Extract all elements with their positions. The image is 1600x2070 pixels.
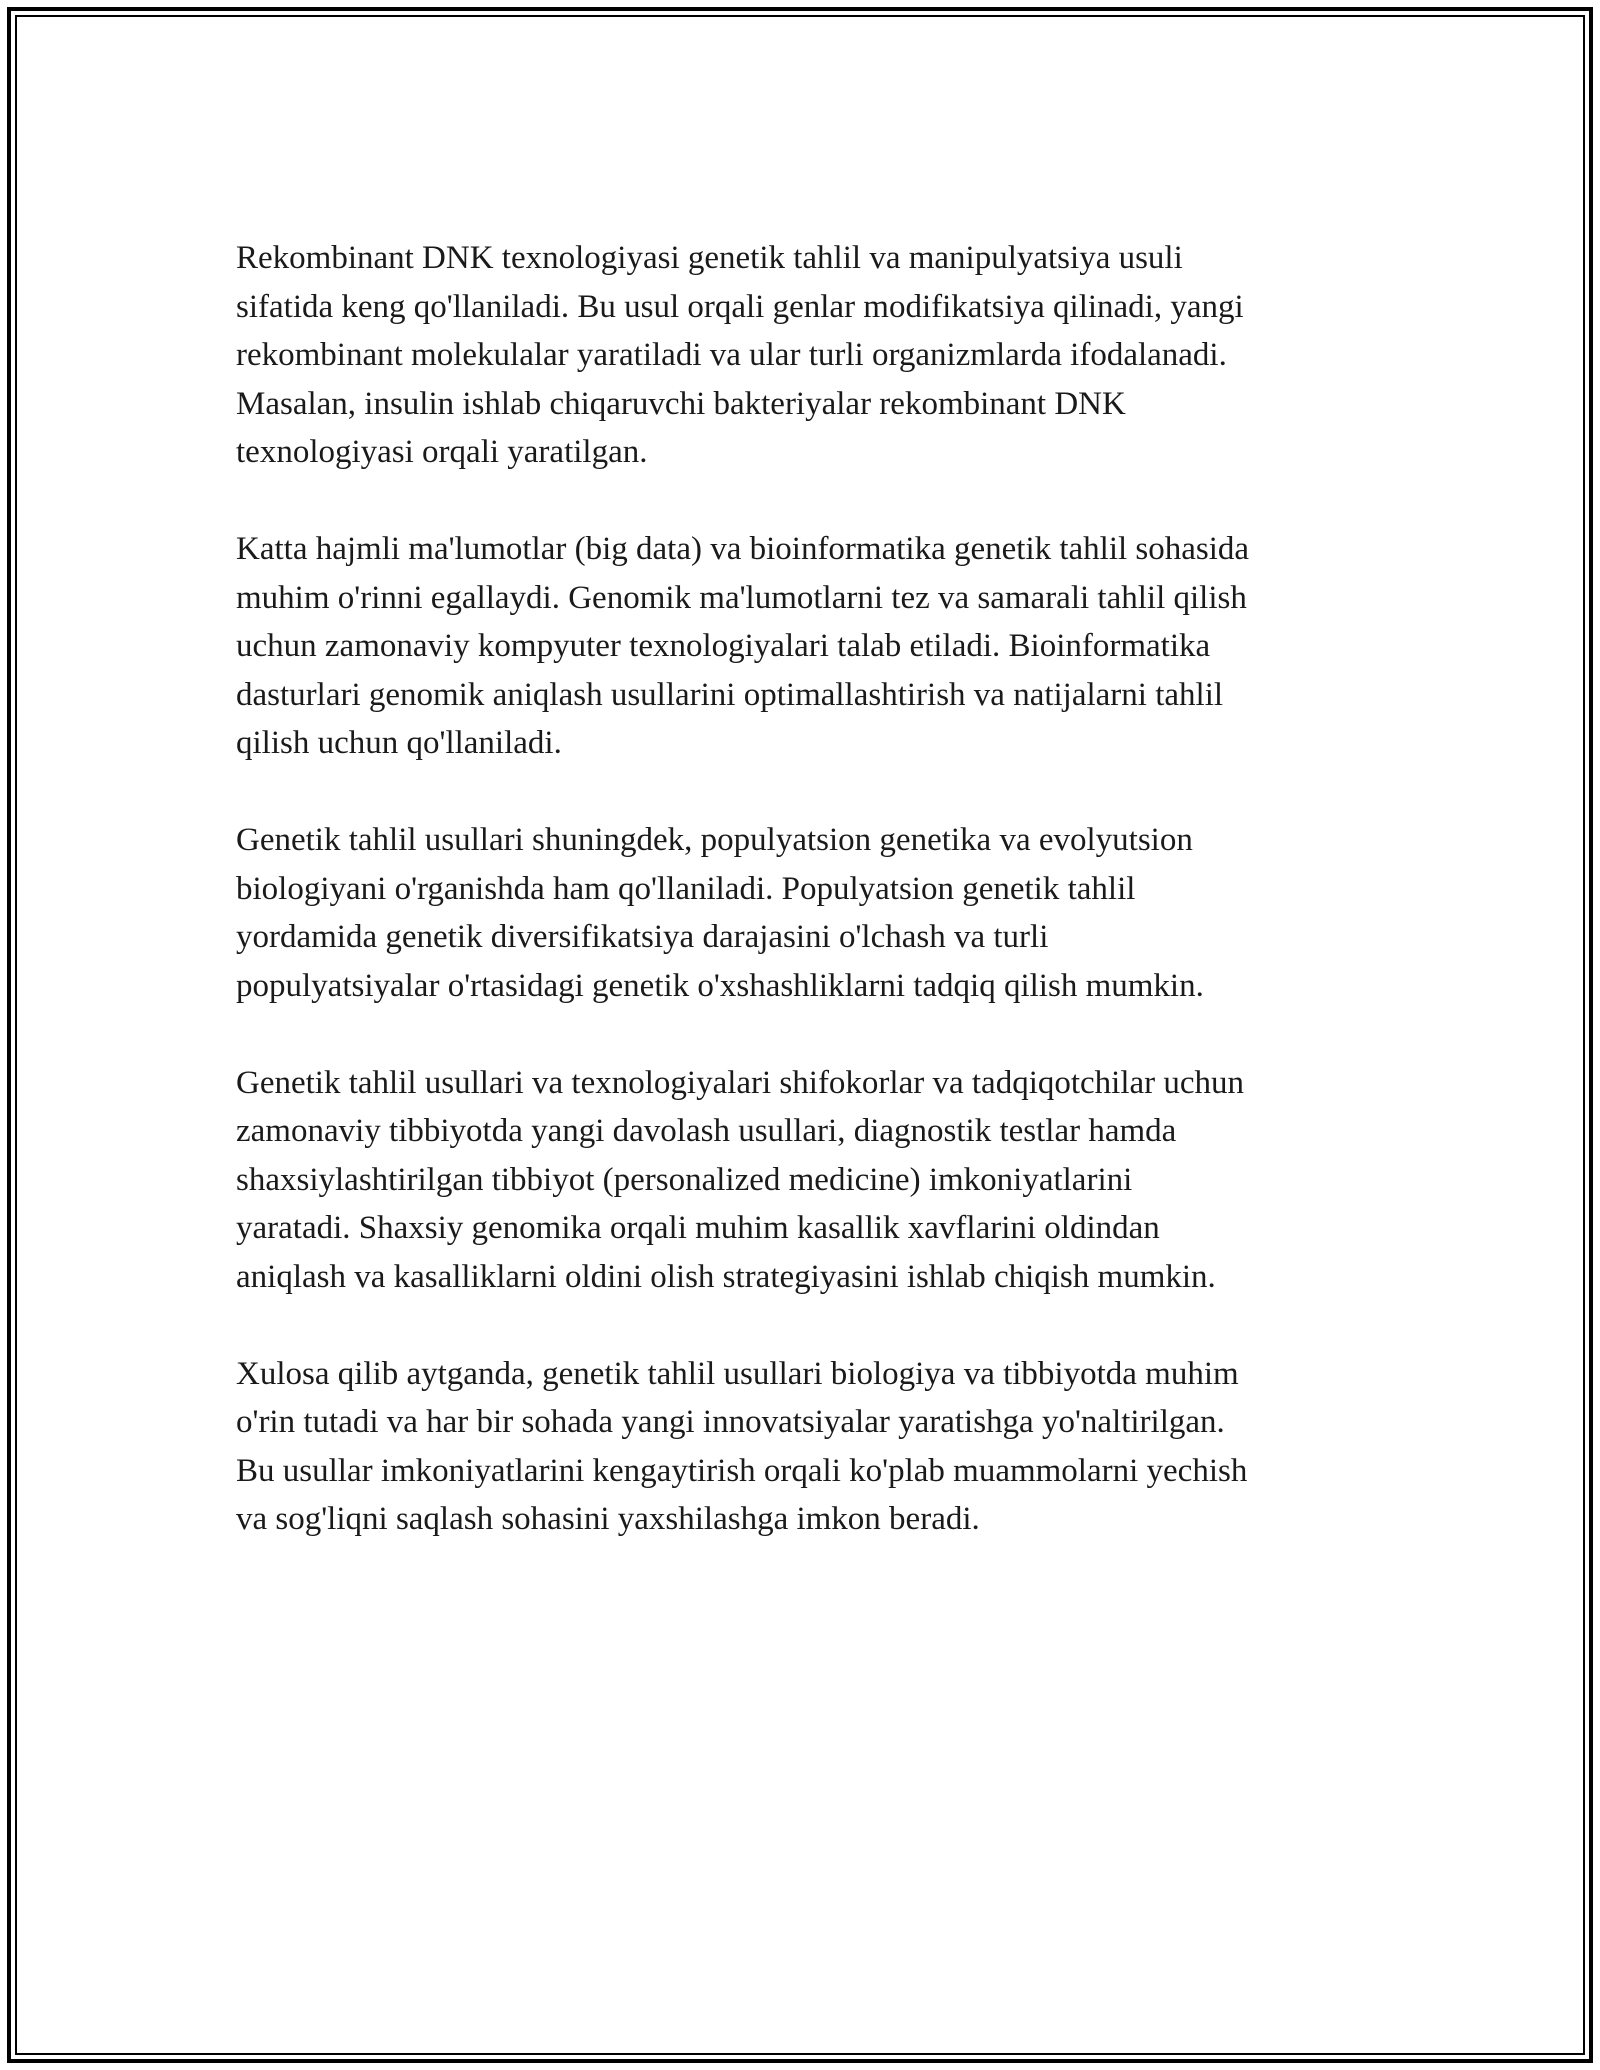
text-line: qilish uchun qo'llaniladi. — [236, 725, 562, 761]
text-line: shaxsiylashtirilgan tibbiyot (personalized medicine) imkoniyatlarini — [236, 1161, 1133, 1198]
text-line: Genetik tahlil usullari shuningdek, populyatsion genetika va evolyutsion — [236, 822, 1193, 858]
text-line: yordamida genetik diversifikatsiya darajasini o'lchash va turli — [236, 919, 1049, 955]
text-line: Bu usullar imkoniyatlarini kengaytirish orqali ko'plab muammolarni yechish — [236, 1452, 1248, 1489]
text-line: Genetik tahlil usullari va texnologiyalari shifokorlar va tadqiqotchilar uchun — [236, 1064, 1245, 1101]
text-line: yaratadi. Shaxsiy genomika orqali muhim kasallik xavflarini oldindan — [236, 1210, 1160, 1246]
text-line: dasturlari genomik aniqlash usullarini optimallashtirish va natijalarni tahlil — [236, 676, 1224, 713]
text-line: texnologiyasi orqali yaratilgan. — [236, 434, 648, 470]
paragraph-modern-medicine — [236, 1059, 1376, 1302]
paragraph-recombinant-dna — [236, 234, 1376, 477]
text-line: zamonaviy tibbiyotda yangi davolash usullari, diagnostik testlar hamda — [236, 1113, 1177, 1149]
text-line: o'rin tutadi va har bir sohada yangi innovatsiyalar yaratishga yo'naltirilgan. — [236, 1404, 1225, 1440]
text-line: Katta hajmli ma'lumotlar (big data) va bioinformatika genetik tahlil sohasida — [236, 531, 1250, 567]
text-line: rekombinant molekulalar yaratiladi va ular turli organizmlarda ifodalanadi. — [236, 337, 1227, 373]
text-line: Rekombinant DNK texnologiyasi genetik tahlil va manipulyatsiya usuli — [236, 240, 1183, 276]
text-line: populyatsiyalar o'rtasidagi genetik o'xshashliklarni tadqiq qilish mumkin. — [236, 967, 1204, 1004]
text-line: va sog'liqni saqlash sohasini yaxshilashga imkon beradi. — [236, 1501, 980, 1537]
paragraph-conclusion — [236, 1350, 1376, 1544]
paragraph-big-data-bioinformatics — [236, 525, 1376, 768]
text-line: aniqlash va kasalliklarni oldini olish strategiyasini ishlab chiqish mumkin. — [236, 1258, 1216, 1295]
text-line: Masalan, insulin ishlab chiqaruvchi bakteriyalar rekombinant DNK — [236, 385, 1126, 422]
document-body — [236, 234, 1376, 1592]
text-line: Xulosa qilib aytganda, genetik tahlil usullari biologiya va tibbiyotda muhim — [236, 1355, 1239, 1392]
text-line: uchun zamonaviy kompyuter texnologiyalari talab etiladi. Bioinformatika — [236, 628, 1211, 664]
text-line: biologiyani o'rganishda ham qo'llaniladi. Populyatsion genetik tahlil — [236, 870, 1136, 907]
text-line: muhim o'rinni egallaydi. Genomik ma'lumotlarni tez va samarali tahlil qilish — [236, 579, 1247, 616]
text-line: sifatida keng qo'llaniladi. Bu usul orqali genlar modifikatsiya qilinadi, yangi — [236, 288, 1244, 325]
paragraph-population-genetics — [236, 816, 1376, 1010]
